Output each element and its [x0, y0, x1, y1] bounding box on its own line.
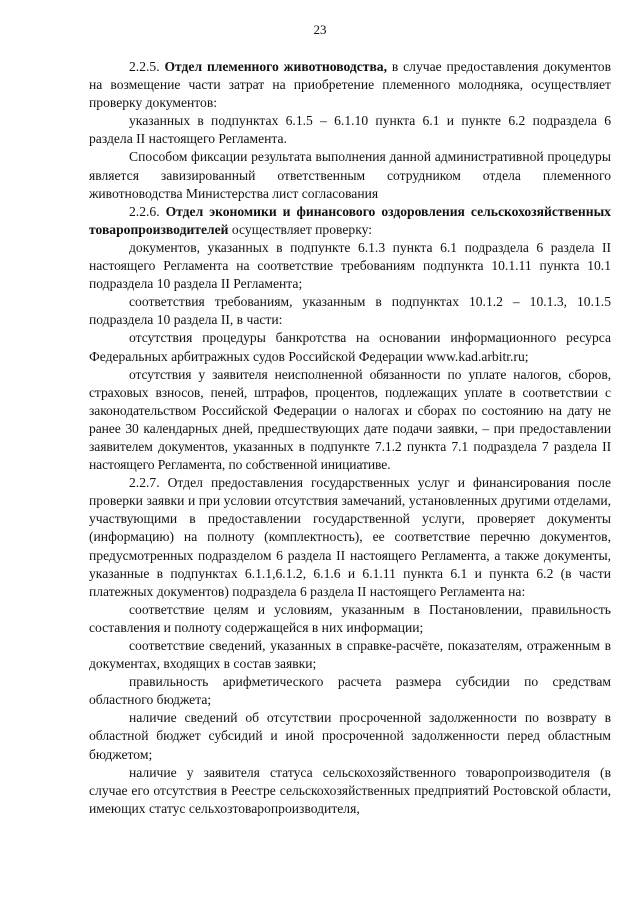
paragraph — [89, 148, 611, 202]
paragraph — [89, 239, 611, 293]
paragraph-number: 2.2.5. — [129, 59, 160, 74]
paragraph — [89, 329, 611, 365]
paragraph-text: осуществляет проверку: — [228, 221, 373, 237]
paragraph-text: указанных в подпунктах 6.1.5 – 6.1.10 пункта 6.1 и пункте 6.2 подраздела 6 раздела II настоящего Регламента. — [89, 113, 611, 147]
paragraph-text: правильность арифметического расчета размера субсидии по средствам областного бюджета; — [89, 674, 611, 708]
department-name: Отдел племенного животноводства, — [164, 59, 387, 74]
paragraph-text: документов, указанных в подпункте 6.1.3 пункта 6.1 подраздела 6 раздела II настоящего Регламента на соответствие требованиям подпункта 10.1.11 пункта 10.1 подраздела 10 раздела II Регламента; — [89, 239, 611, 292]
paragraph — [89, 112, 611, 148]
page-number: 23 — [313, 22, 327, 37]
department-name: Отдел экономики и финансового оздоровления сельскохозяйственных товаропроизводителей — [89, 203, 611, 237]
paragraph-text: Способом фиксации результата выполнения данной административной процедуры является завизированный ответственным сотрудником отдела племенного животноводства Министерства лист согласования — [89, 149, 611, 201]
paragraph — [89, 601, 611, 637]
paragraph-2-2-5 — [89, 58, 611, 112]
paragraph-text: в случае предоставления документов на возмещение части затрат на приобретение племенного молодняка, осуществляет проверку документов: — [89, 59, 612, 111]
paragraph-text: отсутствия у заявителя неисполненной обязанности по уплате налогов, сборов, страховых взносов, пеней, штрафов, процентов, подлежащих уплате в соответствии с законодательством Российской Федерации о налогах и сборах по состоянию на дату не ранее 30 календарных дней, предшествующих дате подачи заявки, – при предоставлении заявителем документов, указанных в подпункте 7.1.2 пункта 7.1 подраздела 7 раздела II настоящего Регламента, по собственной инициативе. — [89, 366, 611, 473]
paragraph-2-2-6 — [89, 203, 611, 239]
paragraph-number: 2.2.6. — [129, 203, 160, 219]
paragraph — [89, 673, 611, 709]
paragraph — [89, 366, 611, 475]
paragraph-text: соответствие целям и условиям, указанным в Постановлении, правильность составления и полноту содержащейся в них информации; — [89, 601, 611, 635]
paragraph — [89, 637, 611, 673]
paragraph-2-2-7 — [89, 474, 611, 601]
paragraph-text: соответствия требованиям, указанным в подпунктах 10.1.2 – 10.1.3, 10.1.5 подраздела 10 раздела II, в части: — [89, 294, 611, 328]
paragraph-text: отсутствия процедуры банкротства на основании информационного ресурса Федеральных арбитражных судов Российской Федерации www.kad.arbitr.ru; — [89, 330, 611, 364]
paragraph-text: наличие сведений об отсутствии просроченной задолженности по возврату в областной бюджет субсидий и иной просроченной задолженности перед областным бюджетом; — [89, 710, 611, 762]
paragraph-number: 2.2.7. — [129, 475, 160, 491]
paragraph-text: соответствие сведений, указанных в справке-расчёте, показателям, отраженным в документах, входящих в состав заявки; — [89, 638, 611, 672]
paragraph — [89, 293, 611, 329]
paragraph-text: наличие у заявителя статуса сельскохозяйственного товаропроизводителя (в случае его отсутствия в Реестре сельскохозяйственных предприятий Ростовской области, имеющих статус сельхозтоваропроизводителя, — [89, 764, 611, 816]
document-body — [89, 58, 611, 818]
paragraph — [89, 764, 611, 818]
paragraph — [89, 709, 611, 763]
paragraph-text: Отдел предоставления государственных услуг и финансирования после проверки заявки и при условии отсутствия замечаний, установленных другими отделами, участвующими в предоставлении государственной услуги, проверяет документы (информацию) на полноту (комплектность), ее соответствие перечню документов, предусмотренных подразделом 6 раздела II настоящего Регламента, а также документы, указанные в подпунктах 6.1.1,6.1.2, 6.1.6 и 6.1.11 пункта 6.1 и пункта 6.2 (в части платежных документов) подраздела 6 раздела II настоящего Регламента на: — [89, 475, 611, 599]
